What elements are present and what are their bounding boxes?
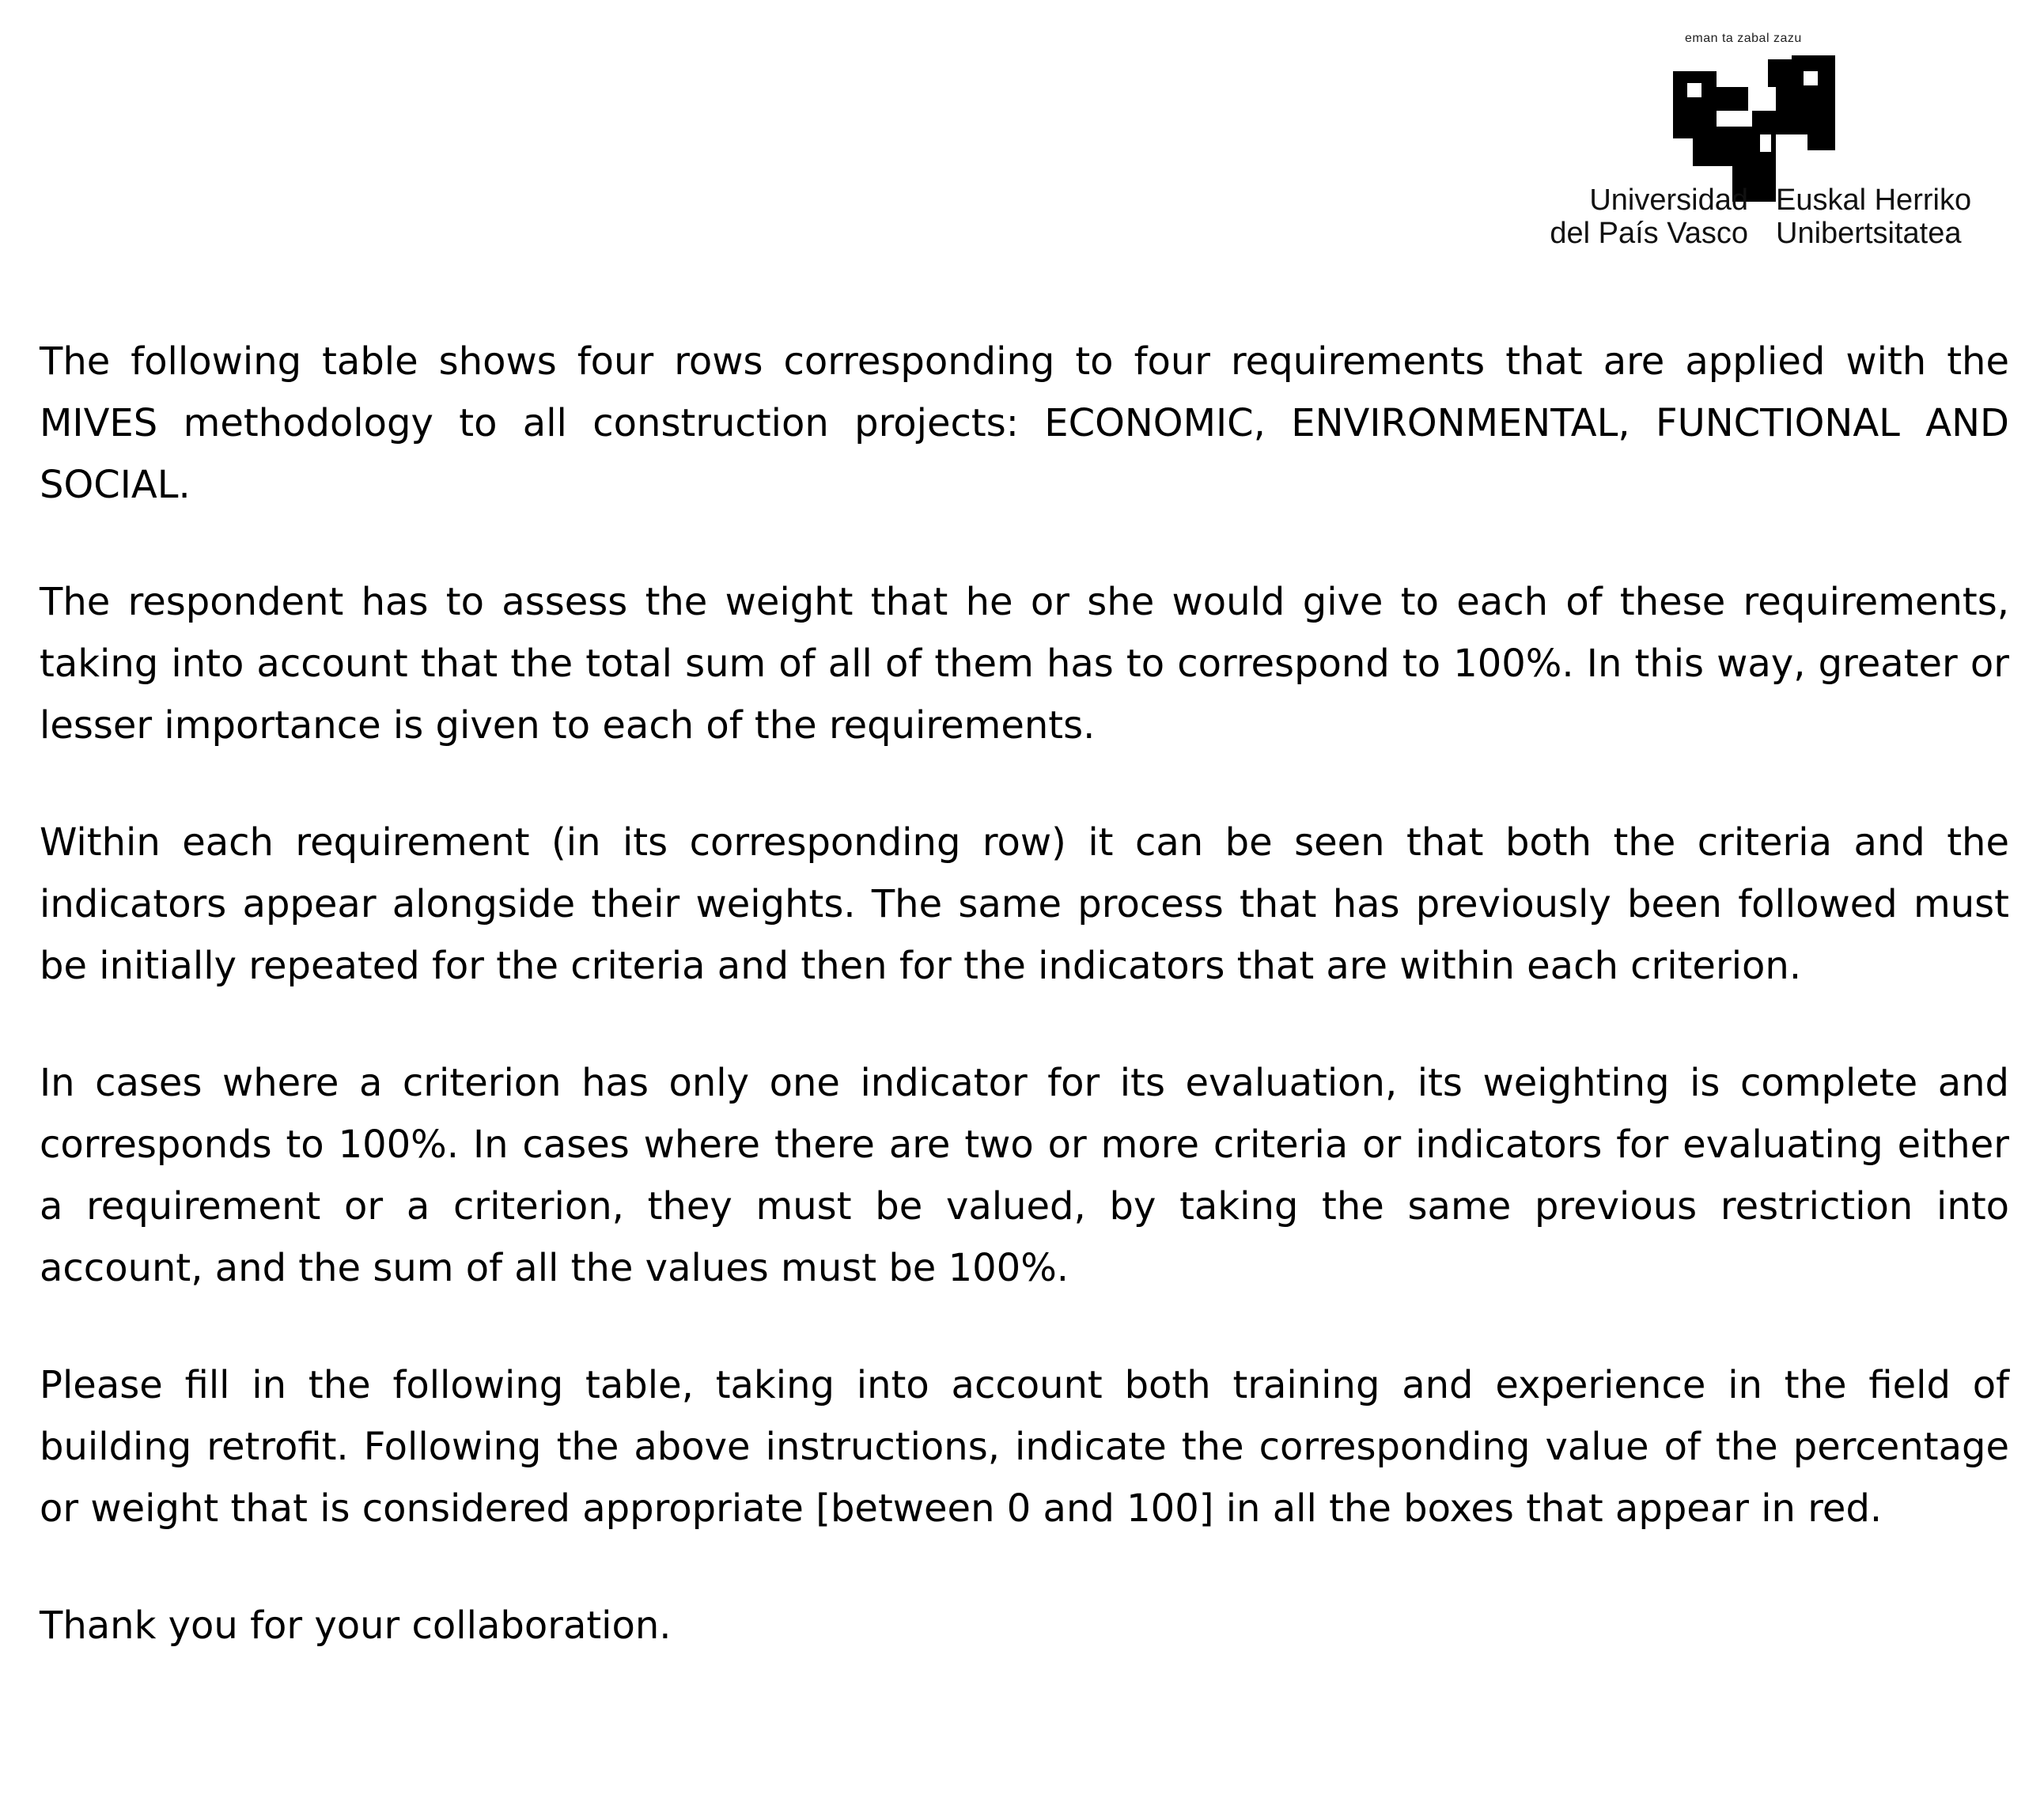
university-logo — [1487, 32, 2001, 269]
logo-name-basque — [1776, 184, 1971, 250]
document-body — [40, 331, 2009, 1656]
logo-name-es-line2: del País Vasco — [1550, 217, 1748, 250]
paragraph-intro: The following table shows four rows corresponding to four requirements that are applied with the MIVES methodology to all construction projects: ECONOMIC, ENVIRONMENTAL, FUNCTIONAL AND SOCIAL. — [40, 339, 2009, 507]
logo-name-eu-line2: Unibertsitatea — [1776, 217, 1962, 250]
logo-name-eu-line1: Euskal Herriko — [1776, 184, 1972, 217]
university-emblem-icon — [1673, 55, 1835, 202]
logo-name-spanish — [1550, 184, 1748, 250]
paragraph-respondent: The respondent has to assess the weight that he or she would give to each of these requirements, taking into account that the total sum of all of them has to correspond to 100%. In this way, greater or lesser importance is given to each of the requirements. — [40, 580, 2009, 748]
paragraph-instructions: Please fill in the following table, taking into account both training and experience in the field of building retrofit. Following the above instructions, indicate the corresponding value of the percentage or weight that is considered appropriate [between 0 and 100] in all the boxes that appear in red. — [40, 1363, 2009, 1531]
paragraph-thanks: Thank you for your collaboration. — [40, 1603, 672, 1648]
paragraph-criteria: Within each requirement (in its corresponding row) it can be seen that both the criteria and the indicators appear alongside their weights. The same process that has previously been followed must be initially repeated for the criteria and then for the indicators that are within each criterion. — [40, 820, 2009, 988]
logo-name-es-line1: Universidad — [1589, 184, 1748, 217]
logo-motto: eman ta zabal zazu — [1685, 32, 1802, 45]
paragraph-indicators: In cases where a criterion has only one indicator for its evaluation, its weighting is complete and corresponds to 100%. In cases where there are two or more criteria or indicators for evaluating either a requirement or a criterion, they must be valued, by taking the same previous restriction into account, and the sum of all the values must be 100%. — [40, 1061, 2009, 1290]
